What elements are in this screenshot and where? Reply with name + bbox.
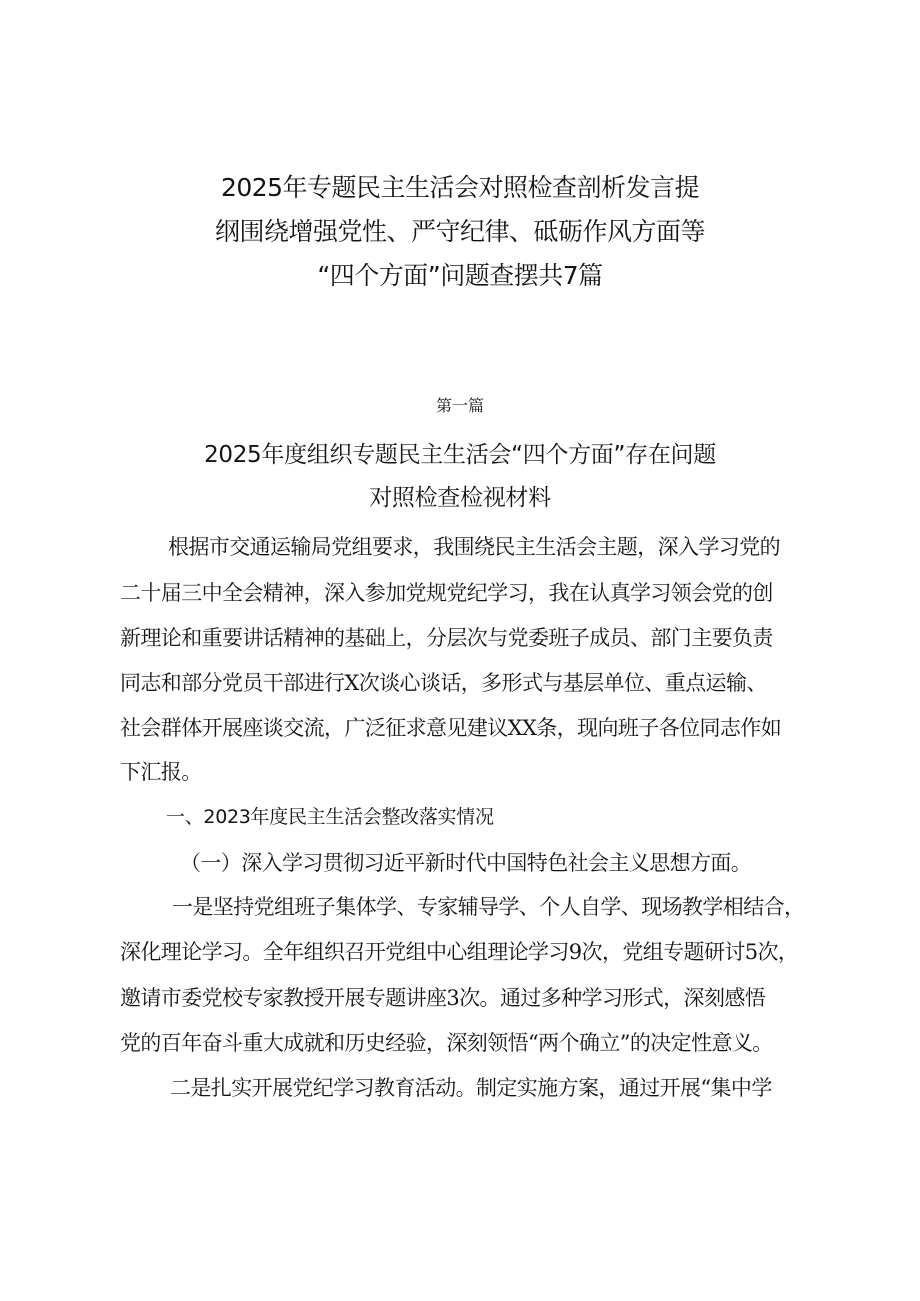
chapter-title-line: 2025年度组织专题民主生活会“四个方面”存在问题 <box>204 442 716 468</box>
title-line: “四个方面”问题查摆共7篇 <box>317 261 603 290</box>
paragraph-line: 一是坚持党组班子集体学、专家辅导学、个人自学、现场教学相结合， <box>172 895 805 919</box>
chapter-label: 第一篇 <box>435 396 484 415</box>
chapter-title-line: 对照检查检视材料 <box>369 485 551 511</box>
paragraph-line: 邀请市委党校专家教授开展专题讲座3次。通过多种学习形式，深刻感悟 <box>120 986 766 1010</box>
intro-line: 同志和部分党员干部进行X次谈心谈话，多形式与基层单位、重点运输、 <box>120 671 767 695</box>
subsection-heading: （一）深入学习贯彻习近平新时代中国特色社会主义思想方面。 <box>180 851 752 875</box>
paragraph-line: 深化理论学习。全年组织召开党组中心组理论学习9次，党组专题研讨5次， <box>120 940 799 964</box>
title-line: 纲围绕增强党性、严守纪律、砥砺作风方面等 <box>214 217 705 246</box>
paragraph-line: 二是扎实开展党纪学习教育活动。制定实施方案，通过开展“集中学 <box>170 1076 772 1100</box>
intro-line: 根据市交通运输局党组要求，我围绕民主生活会主题，深入学习党的 <box>168 535 780 559</box>
intro-line: 下汇报。 <box>120 760 202 784</box>
chapter-title <box>0 434 920 520</box>
intro-line: 新理论和重要讲话精神的基础上，分层次与党委班子成员、部门主要负责 <box>120 626 773 650</box>
title-line: 2025年专题民主生活会对照检查剖析发言提 <box>220 173 700 202</box>
section-heading: 一、2023年度民主生活会整改落实情况 <box>166 806 494 828</box>
intro-line: 二十届三中全会精神，深入参加党规党纪学习，我在认真学习领会党的创 <box>120 581 773 605</box>
document-title <box>0 166 920 298</box>
paragraph-line: 党的百年奋斗重大成就和历史经验，深刻领悟“两个确立”的决定性意义。 <box>120 1031 773 1055</box>
intro-line: 社会群体开展座谈交流，广泛征求意见建议XX条，现向班子各位同志作如 <box>120 716 782 740</box>
